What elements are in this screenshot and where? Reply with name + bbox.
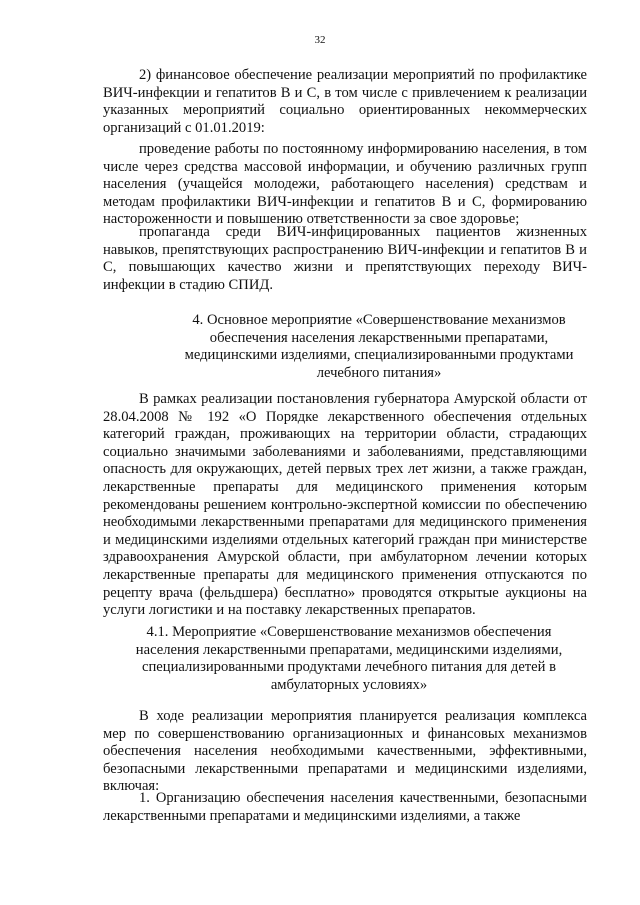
paragraph-informing: проведение работы по постоянному информированию населения, в том числе через средства массовой информации, и обучению различных групп населения (учащейся молодежи, работающего населения) средствам и методам профилактики ВИЧ-инфекции и гепатитов В и С, формированию настороженности и повышению ответственности за свое здоровье; [103,141,587,228]
section-heading-4: 4. Основное мероприятие «Совершенствование механизмов обеспечения населения лекарственными препаратами, медицинскими изделиями, специализированными продуктами лечебного питания» [184,312,574,381]
paragraph-measures: В ходе реализации мероприятия планируется реализация комплекса мер по совершенствованию организационных и финансовых механизмов обеспечения населения необходимыми качественными, эффективными, безопасными лекарственными препаратами и медицинскими изделиями, включая: [103,708,587,795]
page-number: 32 [314,34,326,46]
paragraph-financing: 2) финансовое обеспечение реализации мероприятий по профилактике ВИЧ-инфекции и гепатитов В и С, в том числе с привлечением к реализации указанных мероприятий социально ориентированных некоммерческих организаций с 01.01.2019: [103,67,587,136]
paragraph-item-1: 1. Организацию обеспечения населения качественными, безопасными лекарственными препаратами и медицинскими изделиями, а также [103,790,587,824]
paragraph-governor-decree: В рамках реализации постановления губернатора Амурской области от 28.04.2008 № 192 «О Порядке лекарственного обеспечения отдельных категорий граждан, проживающих на территории области, страдающих социально значимыми заболеваниями и заболеваниями, представляющими опасность для окружающих, детей первых трех лет жизни, а также граждан, лекарственные препараты для медицинского применения которым рекомендованы решением контрольно-экспертной комиссии по обеспечению необходимыми лекарственными препаратами для медицинского применения и медицинскими изделиями отдельных категорий граждан при министерстве здравоохранения Амурской области, при амбулаторном лечении которых лекарственные препараты для медицинского применения отпускаются по рецепту врача (фельдшера) бесплатно» проводятся открытые аукционы на услуги логистики и на поставку лекарственных препаратов. [103,391,587,619]
section-heading-4-1: 4.1. Мероприятие «Совершенствование механизмов обеспечения населения лекарственными препаратами, медицинскими изделиями, специализированными продуктами лечебного питания для детей в амбулаторных условиях» [135,624,563,693]
paragraph-propaganda: пропаганда среди ВИЧ-инфицированных пациентов жизненных навыков, препятствующих распространению ВИЧ-инфекции и гепатитов В и С, повышающих качество жизни и препятствующих переходу ВИЧ-инфекции в стадию СПИД. [103,224,587,293]
